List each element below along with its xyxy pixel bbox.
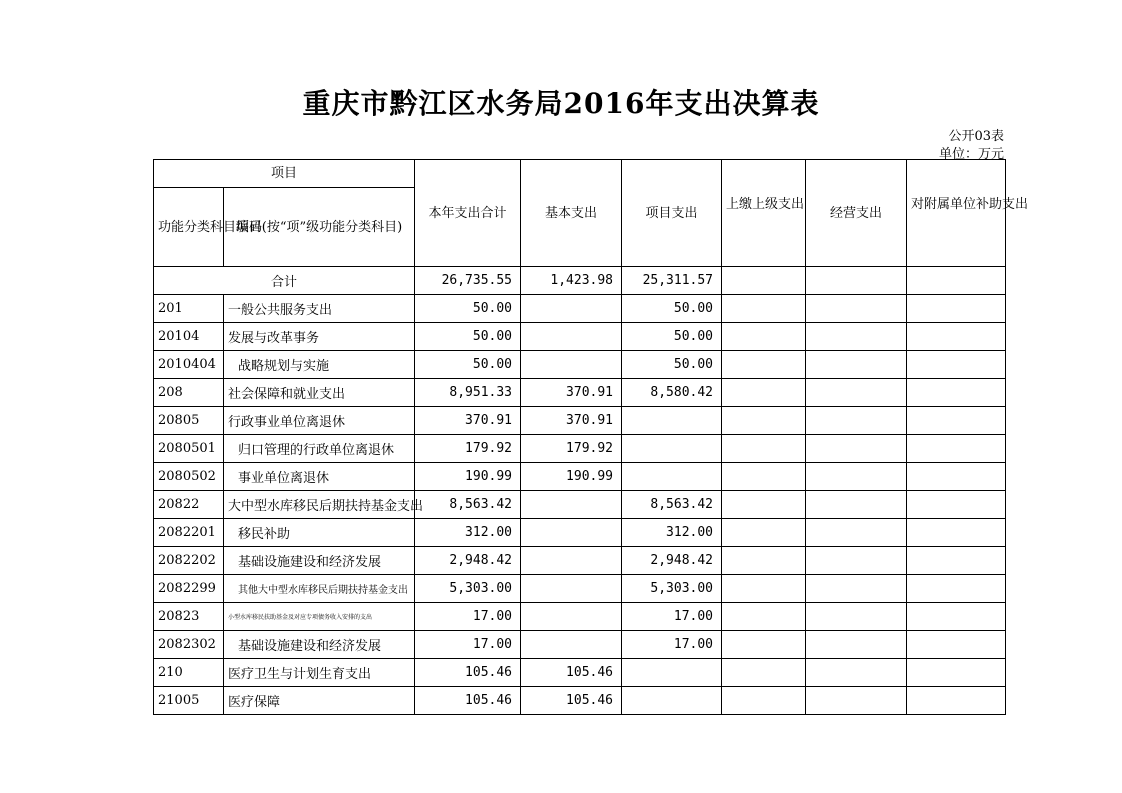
row-total: 370.91 [415,407,521,435]
row-total: 5,303.00 [415,575,521,603]
row-project [622,687,722,715]
row-business [806,491,907,519]
table-row [154,659,1006,687]
row-total: 8,951.33 [415,379,521,407]
table-row [154,519,1006,547]
row-subsidiary [907,575,1006,603]
row-subsidiary [907,687,1006,715]
row-upper [722,407,806,435]
row-code: 21005 [154,687,224,715]
row-code: 20104 [154,323,224,351]
row-project: 8,580.42 [622,379,722,407]
row-name: 行政事业单位离退休 [224,407,415,435]
table-row [154,603,1006,631]
row-business [806,323,907,351]
summary-upper [722,267,806,295]
row-name: 发展与改革事务 [224,323,415,351]
row-name: 基础设施建设和经济发展 [224,547,415,575]
row-upper [722,547,806,575]
page-title: 重庆市黔江区水务局2016年支出决算表 [302,87,820,120]
row-basic [521,575,622,603]
row-upper [722,603,806,631]
row-total: 179.92 [415,435,521,463]
row-upper [722,323,806,351]
row-total: 17.00 [415,603,521,631]
table-row [154,407,1006,435]
row-code: 20822 [154,491,224,519]
row-basic [521,491,622,519]
row-total: 105.46 [415,659,521,687]
row-business [806,295,907,323]
row-name: 其他大中型水库移民后期扶持基金支出 [224,575,415,603]
row-total: 50.00 [415,351,521,379]
row-upper [722,575,806,603]
row-project: 50.00 [622,295,722,323]
table-row [154,687,1006,715]
row-business [806,379,907,407]
row-project: 17.00 [622,631,722,659]
row-project: 312.00 [622,519,722,547]
row-upper [722,631,806,659]
row-basic [521,323,622,351]
row-project: 17.00 [622,603,722,631]
row-business [806,407,907,435]
row-name: 移民补助 [224,519,415,547]
project-header: 项目支出 [622,160,722,267]
row-code: 201 [154,295,224,323]
table-row [154,295,1006,323]
row-upper [722,463,806,491]
row-name: 战略规划与实施 [224,351,415,379]
row-code: 2082302 [154,631,224,659]
row-basic [521,547,622,575]
row-basic: 370.91 [521,407,622,435]
row-business [806,547,907,575]
row-code: 2082202 [154,547,224,575]
row-project [622,435,722,463]
row-business [806,575,907,603]
row-code: 208 [154,379,224,407]
row-business [806,351,907,379]
basic-header: 基本支出 [521,160,622,267]
row-name: 医疗保障 [224,687,415,715]
row-subsidiary [907,491,1006,519]
table-row [154,491,1006,519]
business-header: 经营支出 [806,160,907,267]
row-total: 2,948.42 [415,547,521,575]
row-total: 50.00 [415,323,521,351]
unit-label: 单位：万元 [938,147,1004,162]
row-basic [521,295,622,323]
row-code: 210 [154,659,224,687]
code-header: 功能分类科目编码 [154,188,224,267]
row-project [622,659,722,687]
row-name: 归口管理的行政单位离退休 [224,435,415,463]
row-basic [521,631,622,659]
row-code: 2082299 [154,575,224,603]
row-code: 2080501 [154,435,224,463]
row-basic: 190.99 [521,463,622,491]
item-header: 项目 [154,160,415,188]
row-name: 一般公共服务支出 [224,295,415,323]
row-subsidiary [907,407,1006,435]
summary-subsidiary [907,267,1006,295]
row-upper [722,491,806,519]
row-upper [722,379,806,407]
row-project: 50.00 [622,323,722,351]
row-upper [722,687,806,715]
row-total: 17.00 [415,631,521,659]
row-upper [722,351,806,379]
row-business [806,603,907,631]
row-business [806,463,907,491]
table-row [154,435,1006,463]
table-row [154,463,1006,491]
row-subsidiary [907,603,1006,631]
row-name: 社会保障和就业支出 [224,379,415,407]
row-project: 2,948.42 [622,547,722,575]
row-subsidiary [907,547,1006,575]
total-header: 本年支出合计 [415,160,521,267]
row-project [622,463,722,491]
row-basic [521,603,622,631]
row-total: 105.46 [415,687,521,715]
row-upper [722,435,806,463]
upper-header: 上缴上级支出 [722,160,806,267]
table-row [154,379,1006,407]
row-subsidiary [907,379,1006,407]
table-row [154,351,1006,379]
row-name: 基础设施建设和经济发展 [224,631,415,659]
subsidiary-header: 对附属单位补助支出 [907,160,1006,267]
row-basic [521,351,622,379]
table-row [154,631,1006,659]
row-upper [722,519,806,547]
row-project: 8,563.42 [622,491,722,519]
name-header: 项目(按“项”级功能分类科目) [224,188,415,267]
row-name: 大中型水库移民后期扶持基金支出 [224,491,415,519]
row-subsidiary [907,435,1006,463]
row-name: 医疗卫生与计划生育支出 [224,659,415,687]
row-basic: 370.91 [521,379,622,407]
row-name: 小型水库移民扶助基金及对应专项债务收入安排的支出 [224,603,415,631]
row-total: 8,563.42 [415,491,521,519]
summary-project: 25,311.57 [622,267,722,295]
summary-row [154,267,1006,295]
row-upper [722,659,806,687]
summary-label: 合计 [154,267,415,295]
row-total: 50.00 [415,295,521,323]
row-subsidiary [907,519,1006,547]
row-business [806,519,907,547]
row-business [806,687,907,715]
row-project: 50.00 [622,351,722,379]
row-code: 2082201 [154,519,224,547]
row-basic: 105.46 [521,659,622,687]
row-subsidiary [907,631,1006,659]
row-name: 事业单位离退休 [224,463,415,491]
row-business [806,435,907,463]
row-upper [722,295,806,323]
row-subsidiary [907,351,1006,379]
table-row [154,323,1006,351]
table-row [154,547,1006,575]
row-subsidiary [907,323,1006,351]
row-business [806,631,907,659]
row-basic: 179.92 [521,435,622,463]
row-project: 5,303.00 [622,575,722,603]
row-basic: 105.46 [521,687,622,715]
row-basic [521,519,622,547]
form-number: 公开03表 [948,129,1004,144]
header-row-1 [154,160,1006,188]
table-row [154,575,1006,603]
expenditure-table [153,159,1029,715]
row-total: 190.99 [415,463,521,491]
row-code: 20805 [154,407,224,435]
row-project [622,407,722,435]
row-business [806,659,907,687]
summary-business [806,267,907,295]
summary-basic: 1,423.98 [521,267,622,295]
row-subsidiary [907,295,1006,323]
row-total: 312.00 [415,519,521,547]
row-subsidiary [907,659,1006,687]
row-code: 2010404 [154,351,224,379]
row-subsidiary [907,463,1006,491]
summary-total: 26,735.55 [415,267,521,295]
row-code: 20823 [154,603,224,631]
row-code: 2080502 [154,463,224,491]
